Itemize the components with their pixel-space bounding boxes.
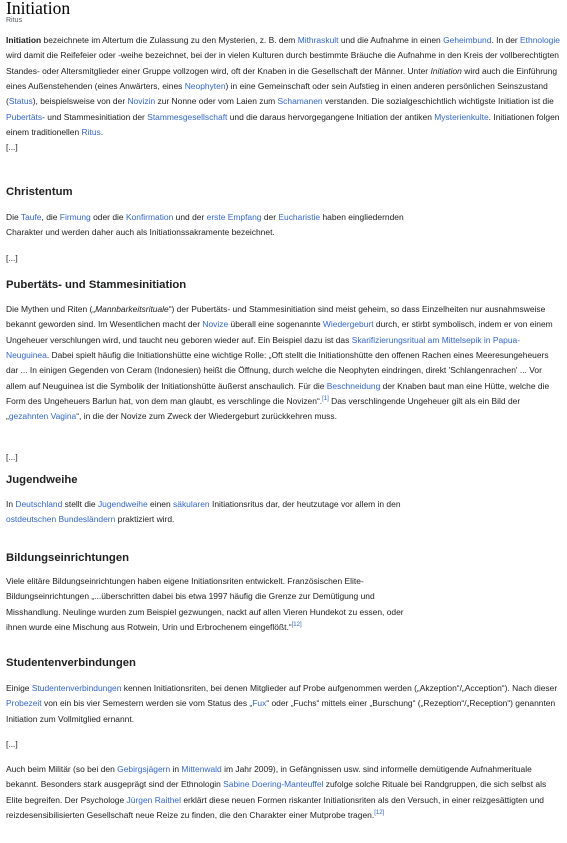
link-gezahnten-vagina[interactable]: gezahnten Vagina [8, 411, 77, 422]
christentum-section [6, 210, 406, 241]
footnote-ref[interactable]: [12] [374, 810, 385, 817]
link-jugendweihe[interactable]: Jugendweihe [97, 499, 148, 509]
text: im Jahr 2009), in Gefängnissen usw. sind informelle demütigende Aufnahmerituale bekannt. Besonders stark ausgeprägt sind der Ethnologin [6, 764, 532, 790]
link-mysterienkulte[interactable]: Mysterienkulte [434, 111, 489, 122]
link-ritus[interactable]: Ritus [81, 127, 101, 138]
link-raithel[interactable]: Jürgen Raithel [126, 794, 181, 805]
page-title: Initiation [6, 0, 71, 18]
link-geheimbund[interactable]: Geheimbund [443, 35, 492, 45]
link-stammesgesellschaft[interactable]: Stammesgesellschaft [147, 111, 228, 122]
link-novizin[interactable]: Novizin [127, 96, 156, 107]
militaer-paragraph [6, 762, 562, 823]
link-ostdeutschen-bundeslaender[interactable]: ostdeutschen Bundesländern [6, 514, 116, 525]
text: durch, er stirbt symbolisch, indem er von einem Ungeheuer verschlungen wird, und taucht neu geboren wieder auf. Ein Beispiel dazu ist das [6, 319, 553, 345]
heading-jugendweihe: Jugendweihe [6, 474, 78, 486]
footnote-ref[interactable]: [12] [291, 622, 302, 629]
link-taufe[interactable]: Taufe [20, 212, 42, 222]
studenten-paragraph [6, 681, 562, 727]
text: “) der Pubertäts- und Stammesinitiation sind meist geheim, so dass Einzelheiten nur ausnahmsweise bekannt geworden sind. Im Wesentlichen macht der [6, 304, 546, 330]
text: kennen Initiationsriten, bei denen Mitglieder auf Probe aufgenommen werden („Akzeption“/„Acception“). Nach dieser [121, 683, 558, 693]
text: zur Nonne oder vom Laien zum [155, 96, 278, 107]
ellipsis-studenten [6, 737, 562, 752]
link-doering-manteuffel[interactable]: Sabine Doering-Manteuffel [223, 779, 324, 790]
text: erklärt diese neuen Formen riskanter Initiationsriten als den Versuch, in einer reizgesättigten und reizdesensibilisierten Gesellschaft neue Reize zu finden, die den Charakter einer Mutprobe tragen. [6, 794, 544, 821]
text: zufolge solche Rituale bei Randgruppen, die sich selbst als Elite begreifen. Der Psychologe [6, 779, 547, 805]
bildung-section [6, 574, 426, 635]
ellipsis: [...] [6, 452, 18, 462]
text: In [6, 499, 16, 509]
heading-studenten: Studentenverbindungen [6, 657, 136, 669]
ellipsis: [...] [6, 739, 18, 749]
bildung-paragraph [6, 574, 426, 635]
text: ), beispielsweise von der [32, 96, 128, 107]
text: praktiziert wird. [115, 514, 175, 525]
intro-paragraph [6, 33, 562, 140]
ellipsis-christentum [6, 251, 562, 266]
link-firmung[interactable]: Firmung [59, 212, 91, 222]
text: . Initiationen folgen einem traditionellen [6, 111, 560, 138]
text: Initiation [430, 65, 462, 76]
text: von ein bis vier Semestern werden sie vom Status des „ [41, 698, 253, 709]
link-novize[interactable]: Novize [202, 319, 229, 330]
link-probezeit[interactable]: Probezeit [6, 698, 42, 709]
text: in [170, 764, 182, 774]
page-subtitle: Ritus [6, 17, 22, 24]
text: verstanden. Die sozialgeschichtlich wichtigste Initiation ist die [322, 96, 554, 107]
text: Das verschlingende Ungeheuer gilt als ein Bild der „ [6, 396, 521, 422]
link-neophyten[interactable]: Neophyten [184, 81, 226, 92]
militaer-section [6, 762, 562, 823]
text: einen [147, 499, 174, 509]
text: Mannbarkeitsrituale [95, 304, 169, 314]
text: Einige [6, 683, 32, 693]
text: Die Mythen und Riten („ [6, 304, 96, 314]
link-mittenwald[interactable]: Mittenwald [181, 764, 222, 774]
ellipsis-pubertaet [6, 450, 562, 465]
text: stellt die [62, 499, 98, 509]
link-skarifizierungsritual[interactable]: Skarifizierungsritual am Mittelsepik in Papua-Neuguinea [6, 334, 521, 361]
text: Die [6, 212, 21, 222]
link-fux[interactable]: Fux [252, 698, 267, 709]
heading-christentum: Christentum [6, 186, 73, 198]
link-beschneidung[interactable]: Beschneidung [326, 380, 381, 391]
link-saekularen[interactable]: säkularen [173, 499, 210, 509]
ellipsis: [...] [6, 142, 18, 153]
link-mithraskult[interactable]: Mithraskult [297, 35, 339, 45]
text: wird damit die Reifefeier oder -weihe bezeichnet, bei der in vielen Kulturen durch bestimmte Bräuche die Aufnahme in den Kreis der vollberechtigten Standes- oder Altersmitglieder einer Gruppe vollzogen wird, oft der Knaben in die Gesellschaft der Männer. Unter [6, 50, 559, 76]
jugendweihe-paragraph [6, 497, 436, 528]
footnote-ref[interactable]: [1] [322, 396, 329, 403]
text: haben eingliedernden Charakter und werden daher auch als Initiationssakramente bezeichnet. [6, 212, 404, 238]
link-ethnologie[interactable]: Ethnologie [520, 35, 560, 45]
heading-pubertaet: Pubertäts- und Stammesinitiation [6, 279, 187, 291]
text: bezeichnete im Altertum die Zulassung zu den Mysterien, z. B. dem [41, 35, 298, 45]
text: . In der [491, 35, 521, 45]
link-konfirmation[interactable]: Konfirmation [125, 212, 174, 222]
text: “, in die der Novize zum Zweck der Wiedergeburt zurückkehren muss. [76, 411, 337, 422]
text: ) in eine Gemeinschaft oder sein Aufstieg in einen anderen persönlichen Seinszustand ( [6, 81, 548, 107]
link-eucharistie[interactable]: Eucharistie [278, 212, 321, 222]
text: . Dabei spielt häufig die Initiationshütte eine wichtige Rolle: „Oft stellt die Initiationshütte den offenen Rachen eines Meeresungeheuers dar ... In einigen Gegenden von Ceram (Indonesien) heißt die Öffnung, durch welche die Neophyten eindringen, direkt 'Schlangenrachen' ... Vor allem auf Neuguinea ist die Symbolik der Initiationshütte äußerst anschaulich. Für die [6, 350, 549, 391]
text: Auch beim Militär (so bei den [6, 764, 118, 774]
text: wird auch die Einführung eines Außenstehenden (eines Anwärters, eines [6, 65, 558, 92]
link-gebirgsjaeger[interactable]: Gebirgsjägern [117, 764, 171, 774]
heading-bildung: Bildungseinrichtungen [6, 552, 130, 564]
link-erste-empfang[interactable]: erste Empfang [206, 212, 262, 222]
text: Initiationsritus dar, der heutzutage vor allem in den [209, 499, 401, 509]
lead-term: Initiation [6, 35, 42, 45]
text: oder die [90, 212, 126, 222]
text: und die Aufnahme in einen [338, 35, 444, 45]
link-schamanen[interactable]: Schamanen [277, 96, 323, 107]
studenten-section [6, 681, 562, 727]
text: überall eine sogenannte [228, 319, 323, 330]
link-studentenverbindungen[interactable]: Studentenverbindungen [31, 683, 122, 693]
text: “ oder „Fuchs“ mittels einer „Burschung“ („Rezeption“/„Reception“) genannten Initiation zum Vollmitglied ernannt. [6, 698, 556, 724]
christentum-paragraph [6, 210, 406, 241]
text: der Knaben baut man eine Hütte, welche die Form des Ungeheuers Barlun hat, von dem man glaubt, es verschlinge die Novizen“. [6, 380, 550, 407]
text: und die daraus hervorgegangene Initiation der antiken [227, 111, 435, 122]
text: Viele elitäre Bildungseinrichtungen haben eigene Initiationsriten entwickelt. Französischen Elite-Bildungseinrichtungen „...überschritten dabei bis etwa 1997 häufig die Grenze zur Demütigung und Misshandlung. Neulinge wurden zum Beispiel gezwungen, nackt auf allen Vieren Hundekot zu essen, oder ihnen wurde eine Mischung aus Rotwein, Urin und Erbrochenem eingeflößt.“ [6, 576, 404, 633]
pubertaet-section [6, 302, 562, 425]
intro-section [6, 33, 562, 156]
text: , die [41, 212, 60, 222]
link-wiedergeburt[interactable]: Wiedergeburt [322, 319, 374, 330]
text: und der [173, 212, 207, 222]
text: der [261, 212, 279, 222]
ellipsis: [...] [6, 253, 18, 263]
link-pubertaets[interactable]: Pubertäts [6, 111, 43, 122]
pubertaet-paragraph [6, 302, 562, 425]
jugendweihe-section [6, 497, 436, 528]
text: . [100, 127, 104, 138]
text: - und Stammesinitiation der [42, 111, 148, 122]
link-deutschland[interactable]: Deutschland [15, 499, 63, 509]
link-status[interactable]: Status [8, 96, 33, 107]
